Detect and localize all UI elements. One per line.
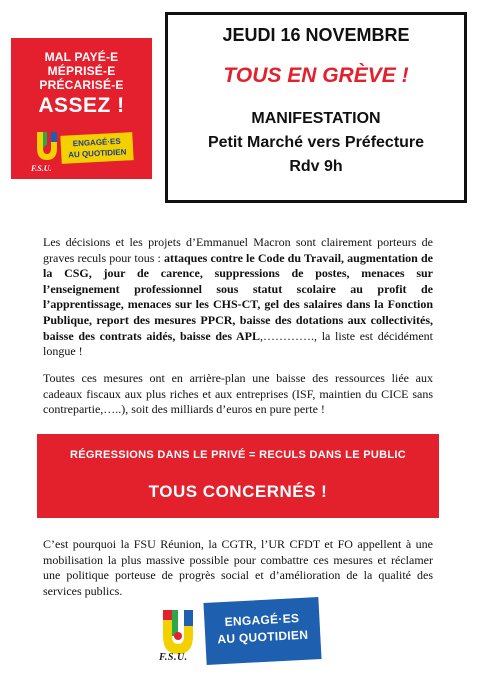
event-route: Petit Marché vers Préfecture xyxy=(207,134,425,151)
banner-line-2: TOUS CONCERNÉS ! xyxy=(148,482,328,501)
strike-announcement-box xyxy=(165,12,467,203)
paragraph-reforms-outro: ,…………., la liste est décidément longue ! xyxy=(43,328,433,359)
paragraph-call-to-action: C’est pourquoi la FSU Réunion, la CGTR, l’UR CFDT et FO appellent à une mobilisation la plus massive possible pour combattre ces mesures et réclamer une politique porteuse de progrès social et d’amélioration de la qualité des services publics. xyxy=(43,537,433,598)
badge-line-1: MAL PAYÉ-E xyxy=(44,50,119,64)
paragraph-reforms-list: attaques contre le Code du Travail, augmentation de la CSG, jour de carence, suppressions de postes, menaces sur l’enseignement professionnel sous statut scolaire au profit de l’apprentissage, menaces sur les CHS-CT, gel des salaires dans la Fonction Publique, report des mesures PPCR, baisse des dotations aux collectivités, baisse des contrats aidés, baisse des APL xyxy=(43,250,433,343)
paragraph-tax-cuts: Toutes ces mesures ont en arrière-plan une baisse des ressources liée aux cadeaux fiscaux aux plus riches et aux entreprises (ISF, maintien du CICE sans contrepartie,…..), soit des milliards d’euros en pure perte ! xyxy=(43,371,433,417)
badge-engaged-pill xyxy=(60,132,133,164)
paragraph-reforms-intro: Les décisions et les projets d’Emmanuel Macron sont clairement porteurs de graves reculs pour tous : xyxy=(43,235,433,265)
footer-engaged-pill xyxy=(203,597,321,665)
footer-fsu-text: F.S.U. xyxy=(159,652,188,663)
badge-pill-line-2: AU QUOTIDIEN xyxy=(67,147,127,160)
fsu-logo-icon xyxy=(157,606,199,658)
strike-date: JEUDI 16 NOVEMBRE xyxy=(222,25,410,45)
meeting-time: Rdv 9h xyxy=(289,158,343,175)
badge-fsu-text: F.S.U. xyxy=(31,164,52,173)
footer-pill-line-1: ENGAGÉ·ES xyxy=(224,611,300,629)
badge-line-3: PRÉCARISÉ-E xyxy=(39,78,124,92)
strike-title: TOUS EN GRÈVE ! xyxy=(223,64,409,87)
footer-pill-line-2: AU QUOTIDIEN xyxy=(217,627,309,647)
fsu-logo-icon xyxy=(33,128,61,164)
badge-line-2: MÉPRISÉ-E xyxy=(47,64,116,78)
badge-pill-line-1: ENGAGÉ·ES xyxy=(72,136,121,149)
banner-line-1: RÉGRESSIONS DANS LE PRIVÉ = RECULS DANS LE PUBLIC xyxy=(70,449,406,461)
paragraph-reforms xyxy=(43,235,433,360)
badge-assez: ASSEZ ! xyxy=(38,94,125,117)
event-type: MANIFESTATION xyxy=(251,110,381,127)
slogan-banner xyxy=(37,434,439,518)
campaign-badge xyxy=(11,38,152,179)
